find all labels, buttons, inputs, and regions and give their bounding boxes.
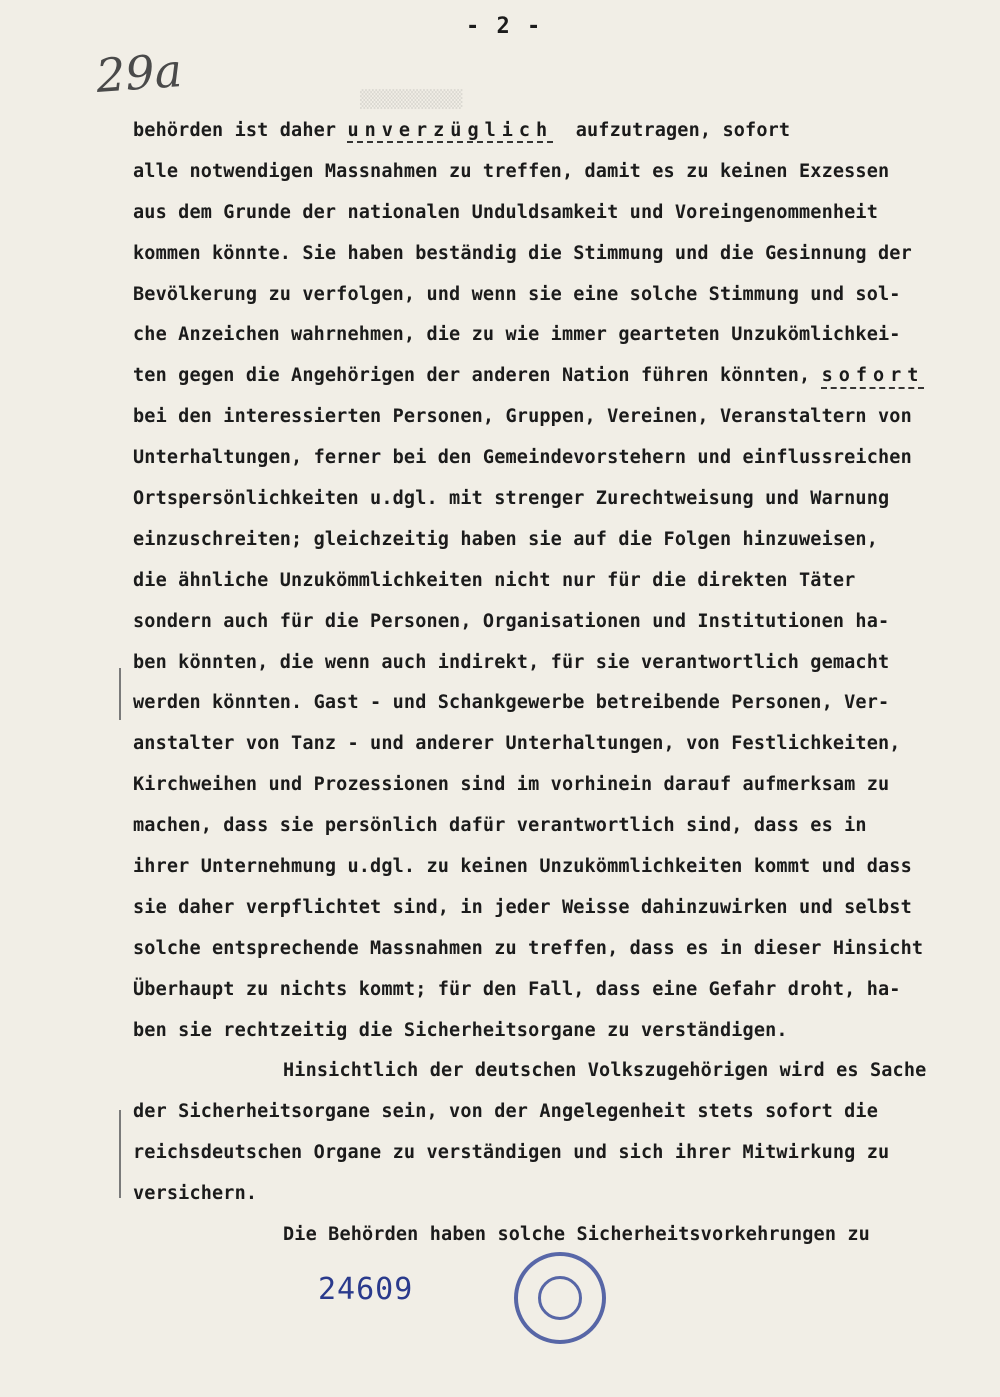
text-line: Überhaupt zu nichts kommt; für den Fall, dass eine Gefahr droht, ha-: [133, 978, 901, 1000]
text-line: sondern auch für die Personen, Organisationen und Institutionen ha-: [133, 610, 890, 632]
text-line: che Anzeichen wahrnehmen, die zu wie immer gearteten Unzukömlichkei-: [133, 324, 901, 346]
bleed-through-texture: ▒▒▒▒▒▒▒▒▒▒: [360, 90, 463, 110]
text-segment: ten gegen die Angehörigen der anderen Nation führen könnten,: [133, 365, 822, 387]
archive-seal-stamp: [514, 1252, 606, 1344]
text-line: anstalter von Tanz - und anderer Unterhaltungen, von Festlichkeiten,: [133, 733, 901, 755]
archive-number: 24609: [318, 1272, 414, 1307]
text-line: einzuschreiten; gleichzeitig haben sie auf die Folgen hinzuweisen,: [133, 528, 879, 550]
text-line: ihrer Unternehmung u.dgl. zu keinen Unzukömmlichkeiten kommt und dass: [133, 856, 912, 878]
margin-mark: [119, 668, 121, 720]
emphasized-word: unverzüglich: [347, 120, 554, 141]
text-line: Bevölkerung zu verfolgen, und wenn sie eine solche Stimmung und sol-: [133, 283, 901, 305]
text-line: werden könnten. Gast - und Schankgewerbe betreibende Personen, Ver-: [133, 692, 890, 714]
text-line: Ortspersönlichkeiten u.dgl. mit strenger Zurechtweisung und Warnung: [133, 488, 890, 510]
letter-body: [133, 117, 983, 1262]
text-line: machen, dass sie persönlich dafür verantwortlich sind, dass es in: [133, 815, 867, 837]
text-line: solche entsprechende Massnahmen zu treffen, dass es in dieser Hinsicht: [133, 937, 924, 959]
text-line: alle notwendigen Massnahmen zu treffen, damit es zu keinen Exzessen: [133, 160, 890, 182]
text-segment: aufzutragen, sofort: [553, 120, 791, 141]
text-line: Hinsichtlich der deutschen Volkszugehörigen wird es Sache: [283, 1060, 927, 1082]
text-line: versichern.: [133, 1183, 258, 1205]
text-line: [133, 362, 983, 403]
text-line: [133, 117, 983, 158]
text-line: ben könnten, die wenn auch indirekt, für sie verantwortlich gemacht: [133, 651, 890, 673]
text-line: ben sie rechtzeitig die Sicherheitsorgane zu verständigen.: [133, 1019, 788, 1041]
handwritten-folio-mark: 29a: [94, 43, 184, 103]
text-line: aus dem Grunde der nationalen Unduldsamkeit und Voreingenommenheit: [133, 201, 879, 223]
emphasized-word: sofort: [821, 365, 925, 387]
text-line: Die Behörden haben solche Sicherheitsvorkehrungen zu: [283, 1224, 870, 1246]
text-line: die ähnliche Unzukömmlichkeiten nicht nur für die direkten Täter: [133, 569, 856, 591]
text-line: sie daher verpflichtet sind, in jeder Weisse dahinzuwirken und selbst: [133, 896, 912, 918]
margin-mark: [119, 1110, 121, 1198]
text-segment: behörden ist daher: [133, 120, 348, 141]
text-line: kommen könnte. Sie haben beständig die Stimmung und die Gesinnung der: [133, 242, 912, 264]
page-number: - 2 -: [466, 14, 543, 39]
text-line: bei den interessierten Personen, Gruppen, Vereinen, Veranstaltern von: [133, 406, 912, 428]
text-line: reichsdeutschen Organe zu verständigen und sich ihrer Mitwirkung zu: [133, 1142, 890, 1164]
text-line: Unterhaltungen, ferner bei den Gemeindevorstehern und einflussreichen: [133, 447, 912, 469]
text-line: der Sicherheitsorgane sein, von der Angelegenheit stets sofort die: [133, 1101, 879, 1123]
text-line: Kirchweihen und Prozessionen sind im vorhinein darauf aufmerksam zu: [133, 774, 890, 796]
